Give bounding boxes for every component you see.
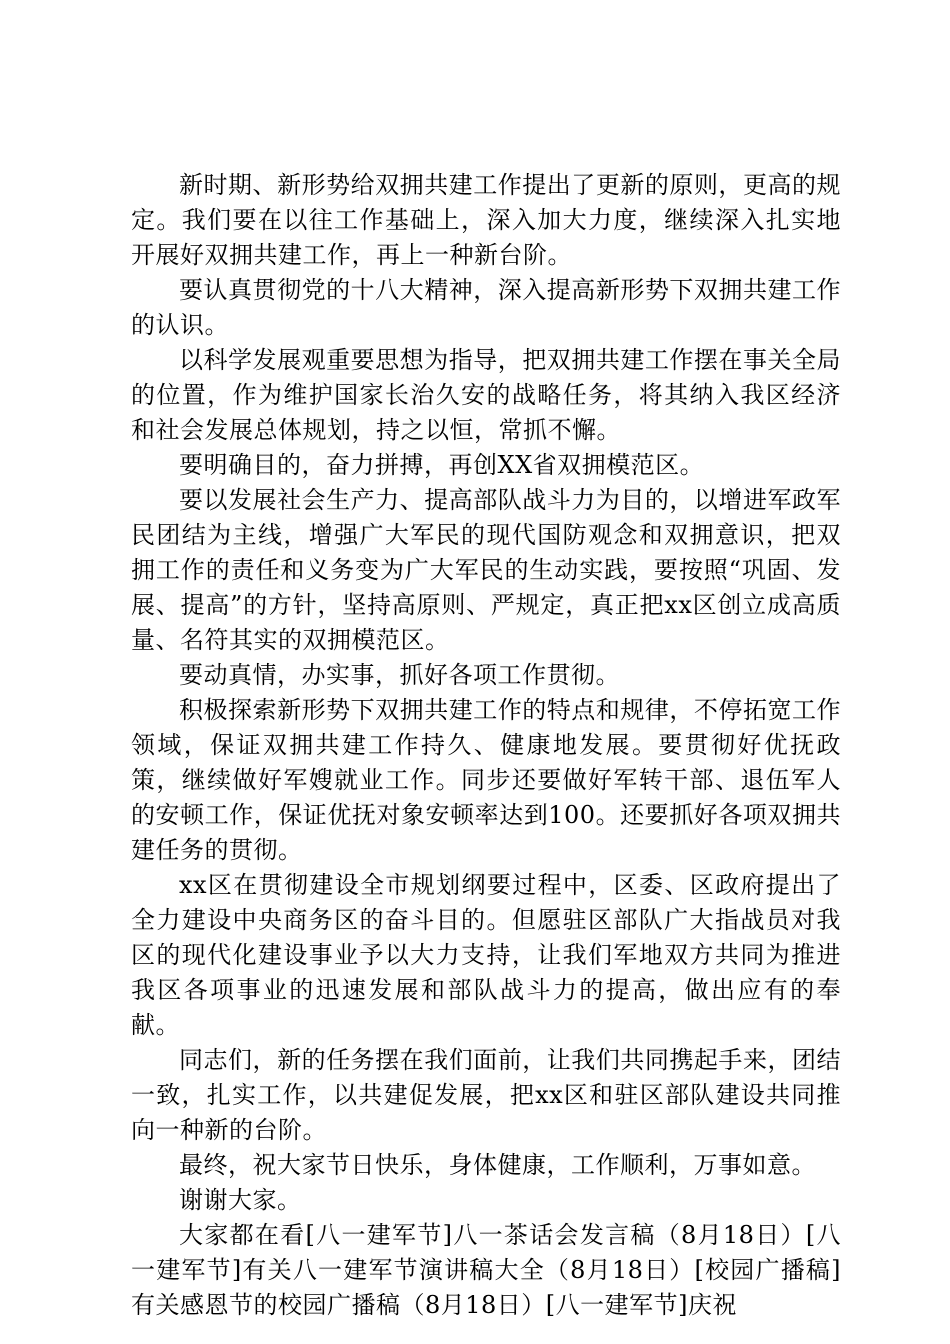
paragraph-5: 要以发展社会生产力、提高部队战斗力为目的，以增进军政军民团结为主线，增强广大军民的现代国防观念和双拥意识，把双拥工作的责任和义务变为广大军民的生动实践，要按照“巩固、发展、提高”的方针，坚持高原则、严规定，真正把xx区创立成高质量、名符其实的双拥模范区。 — [131, 486, 841, 654]
paragraph-8: xx区在贯彻建设全市规划纲要过程中，区委、区政府提出了全力建设中央商务区的奋斗目的。但愿驻区部队广大指战员对我区的现代化建设事业予以大力支持，让我们军地双方共同为推进我区各项事业的迅速发展和部队战斗力的提高，做出应有的奉献。 — [131, 871, 841, 1039]
paragraph-1: 新时期、新形势给双拥共建工作提出了更新的原则，更高的规定。我们要在以往工作基础上，深入加大力度，继续深入扎实地开展好双拥共建工作，再上一种新台阶。 — [131, 171, 841, 269]
paragraph-6: 要动真情，办实事，抓好各项工作贯彻。 — [179, 661, 620, 689]
paragraph-9: 同志们，新的任务摆在我们面前，让我们共同携起手来，团结一致，扎实工作，以共建促发展，把xx区和驻区部队建设共同推向一种新的台阶。 — [131, 1046, 841, 1144]
paragraph-4: 要明确目的，奋力拼搏，再创XX省双拥模范区。 — [179, 451, 705, 479]
paragraph-3: 以科学发展观重要思想为指导，把双拥共建工作摆在事关全局的位置，作为维护国家长治久安的战略任务，将其纳入我区经济和社会发展总体规划，持之以恒，常抓不懈。 — [131, 346, 841, 444]
document-body — [131, 168, 841, 1323]
paragraph-7: 积极探索新形势下双拥共建工作的特点和规律，不停拓宽工作领域，保证双拥共建工作持久、健康地发展。要贯彻好优抚政策，继续做好军嫂就业工作。同步还要做好军转干部、退伍军人的安顿工作，保证优抚对象安顿率达到100。还要抓好各项双拥共建任务的贯彻。 — [131, 696, 841, 864]
related-articles: 大家都在看[八一建军节]八一茶话会发言稿（8月18日）[八一建军节]有关八一建军节演讲稿大全（8月18日）[校园广播稿]有关感恩节的校园广播稿（8月18日）[八一建军节]庆祝 — [131, 1221, 841, 1319]
paragraph-10: 最终，祝大家节日快乐，身体健康，工作顺利，万事如意。 — [179, 1151, 816, 1179]
paragraph-2: 要认真贯彻党的十八大精神，深入提高新形势下双拥共建工作的认识。 — [131, 276, 841, 339]
paragraph-11: 谢谢大家。 — [179, 1186, 302, 1214]
